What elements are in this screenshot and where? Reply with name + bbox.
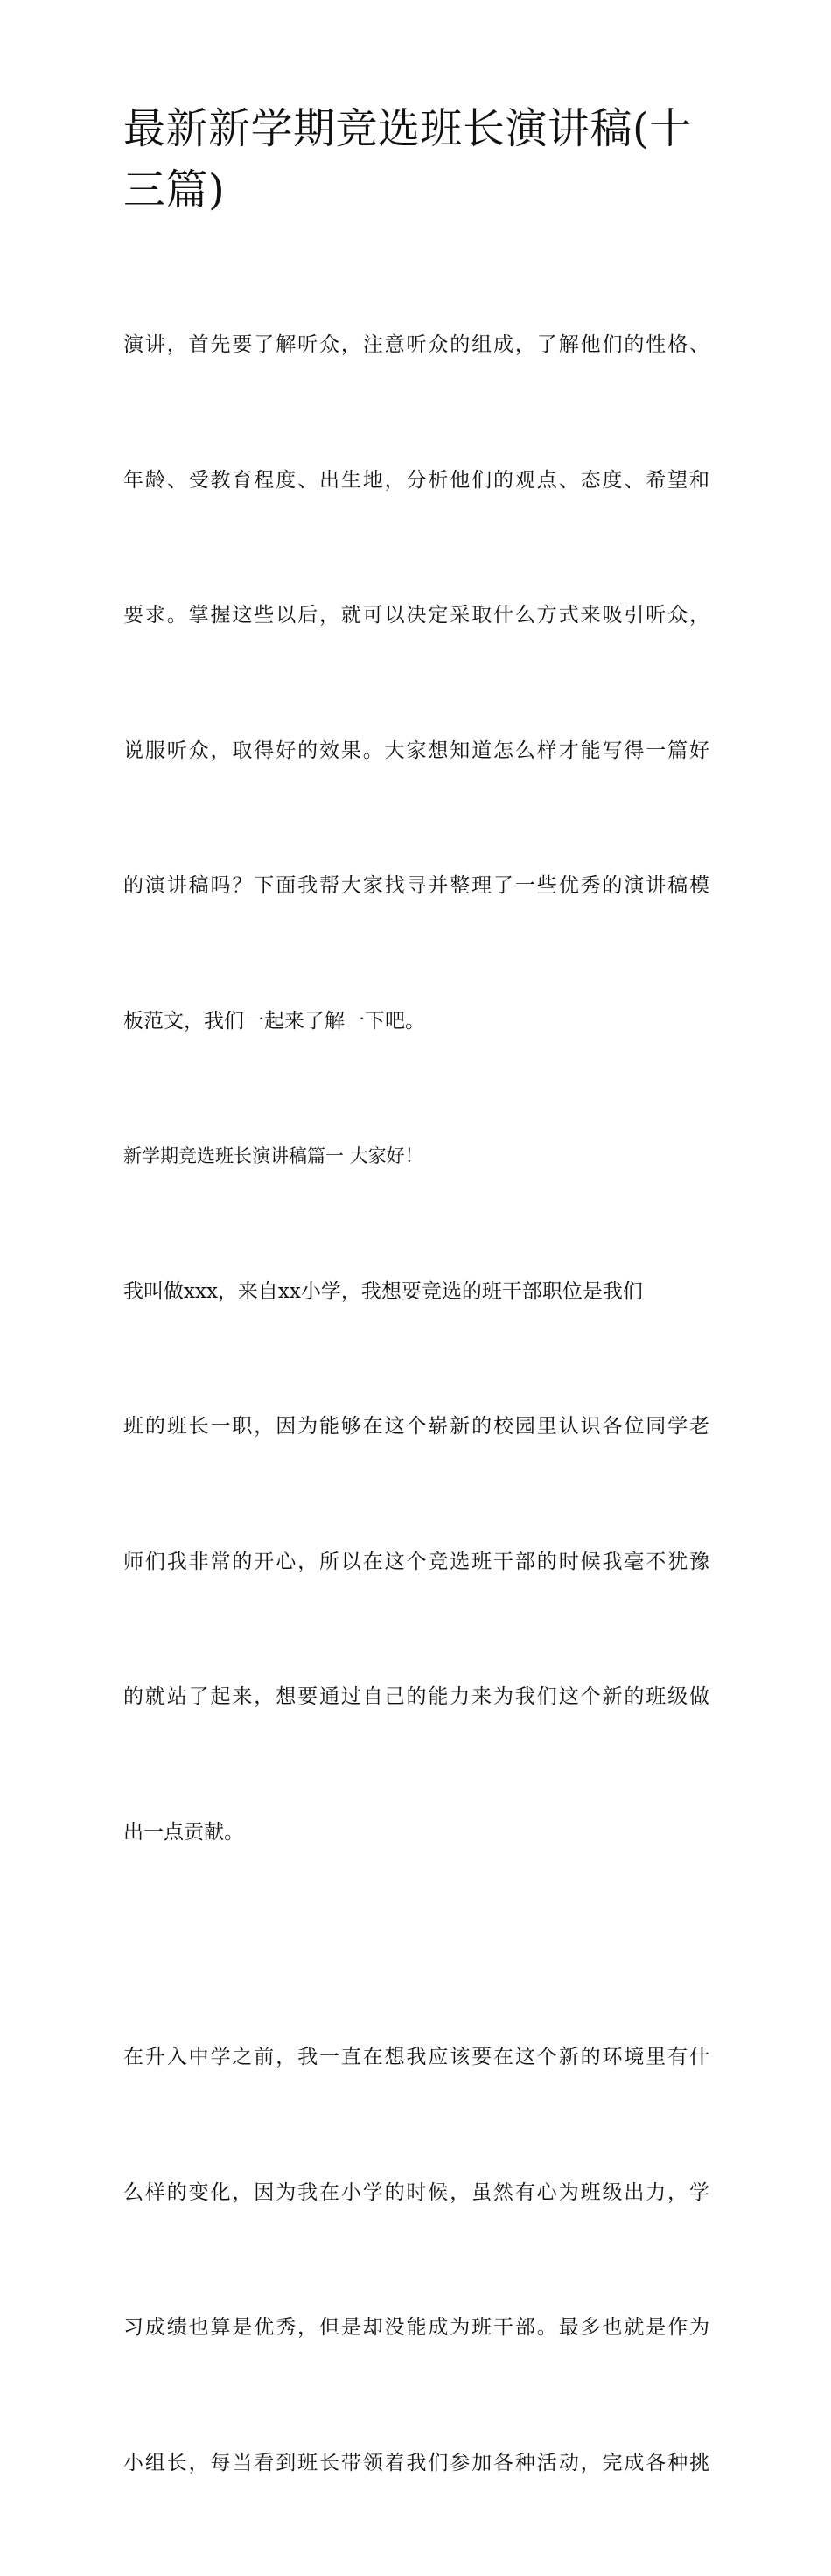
text-line: 小组长，每当看到班长带领着我们参加各种活动，完成各种挑 [123,2451,709,2474]
document-content [123,98,709,2576]
title-line: 三篇) [123,165,226,214]
intro-paragraph [123,233,709,1134]
text-line: 班的班长一职，因为能够在这个崭新的校园里认识各位同学老 [123,1415,709,1438]
text-line: 么样的变化，因为我在小学的时候，虽然有心为班级出力，学 [123,2180,709,2204]
section-heading: 新学期竞选班长演讲稿篇一 大家好！ [123,1145,423,1166]
text-line: 板范文，我们一起来了解一下吧。 [123,1009,425,1032]
body-paragraph-2 [123,1945,709,2576]
text-line: 我叫做xxx，来自xx小学，我想要竞选的班干部职位是我们 [123,1279,643,1303]
text-line: 年龄、受教育程度、出生地，分析他们的观点、态度、希望和 [123,468,709,492]
text-line: 出一点贡献。 [123,1820,244,1844]
text-line: 的就站了起来，想要通过自己的能力来为我们这个新的班级做 [123,1685,709,1708]
text-line: 演讲，首先要了解听众，注意听众的组成，了解他们的性格、 [123,333,709,356]
text-line: 要求。掌握这些以后，就可以决定采取什么方式来吸引听众， [123,604,709,626]
text-line: 说服听众，取得好的效果。大家想知道怎么样才能写得一篇好 [123,738,709,762]
title-line: 最新新学期竞选班长演讲稿(十 [123,104,692,153]
text-line: 习成绩也算是优秀，但是却没能成为班干部。最多也就是作为 [123,2316,709,2339]
text-line: 在升入中学之前，我一直在想我应该要在这个新的环境里有什 [123,2046,709,2068]
text-line: 师们我非常的开心，所以在这个竞选班干部的时候我毫不犹豫 [123,1550,709,1573]
text-line: 的演讲稿吗？下面我帮大家找寻并整理了一些优秀的演讲稿模 [123,874,709,897]
document-body [123,233,709,2576]
body-paragraph-1 [123,1180,709,1946]
document-title [123,98,709,220]
